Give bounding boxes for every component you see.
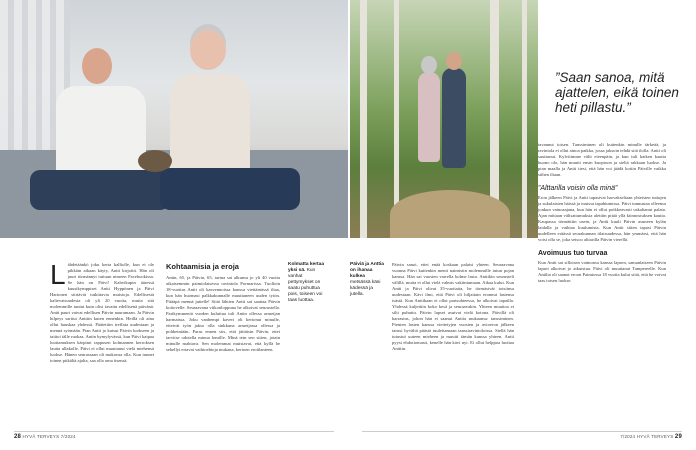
pull-quote: ”Saan sanoa, mitä ajattelen, eikä toinen heti pillastu.” xyxy=(555,70,679,115)
photo-caption-left xyxy=(288,262,328,304)
drop-cap: L xyxy=(50,262,66,290)
subheading: ”Alttarilla voisin olla minä” xyxy=(538,185,618,192)
body-column-3 xyxy=(392,262,514,426)
magazine-issue: HYVÄ TERVEYS 7/2024 xyxy=(22,434,76,439)
forest-path xyxy=(390,190,510,238)
caption-lead: Päiviä ja Anttia on ihanaa kulkea xyxy=(350,262,384,279)
folio-right xyxy=(620,434,682,440)
column-text: Antin, 65, ja Päivin, 65, tarina sai alkunsa jo yli 40 vuotta aikaisemmin paimiolaisessa ravintola Pormarissa. Tuolloin 18-vuotias Antti oli kasvennoissa kanssa viettämässä iltaa, kun hän huomasi palkkakunnalle muuttaneen uuden tytön. Pitääpä mennä juttelle! Siitä lähtien Antti sai saattaa Päivin kotiovelle. Seuraavana viikonloppuna he alkoivat seurustella. Parikymmentä vuoden kuluttua tuli Antin ollessa armeijan harmaissa. Joku vanhempi kaveri oli kertonut minulle, etteivät työn jakso olla sinkkuna armeijassa ollessa ja pohkeintään. Paras ennen siis, että jättäisin Päivin, ettei tarvitse odotella minua lomille. Minä tein sen sitten, jotain minulle mahtava. Sen molemmat muistavat, että kyllä he sehellyt eriavat vaihtoehtoja mukana, kertoen erotilanteen. xyxy=(166,275,280,352)
photo-caption-right xyxy=(350,262,386,298)
footer-rule xyxy=(362,431,682,432)
section-heading: Kohtaamisia ja eroja xyxy=(166,262,239,271)
column-text: ähdetäänkö joku kerta kalliolle, kun ei ole pikkiän aikaan käyty, Antti kirjoitti. Hän oli juuri törmännyt tuttuun nimeen Facebookissa. Se hän on Päivi! Kahvikupin ääressä kuusikymppiset Antti Hyppönen ja Päivi Hartonen siirtävät tutkittavia muistoja. Edellisestä kaltevaisuudesta oli yli 20 vuotta, mutta sitä molemmille tuntui kuin olisi tavattu edellisenä päivänä. Antti pauri vaivat edellisen Päivin nauramaan. Ja Päivin hilpeys sarttui Anttiin kuten ennenkin. Heillä oli aina ollut hauskaa yhdessä. Päätettiin treffata uudestaan ja mennä syömään. Pian Antti jo kutsui Päivin luokseen ja taittoi tälle ruokaa. Antin hymylyvässä, kun Päivi kaipaa luottamuksen kärpimi rappusen kolmannen kerroksen lautta ullakolle. Päivi ei ollut muuttanut vielä miehensä luokse. Hänen seurassaan oli mukavaa olla. Kun tunnet toinen pitkältä ajalta, saa olla oma itsensä. xyxy=(50,262,154,363)
woman-head xyxy=(421,56,437,74)
page-number: 29 xyxy=(674,434,682,440)
page-number: 28 xyxy=(14,434,22,440)
folio-left xyxy=(14,434,76,440)
woman-walking xyxy=(418,72,440,162)
footer-rule xyxy=(14,431,334,432)
man-head xyxy=(82,48,112,84)
woman-head xyxy=(190,30,226,70)
woman-legs xyxy=(160,168,300,210)
caption-lead: Kolmatta kertaa yksi sä. xyxy=(288,262,324,273)
man-legs xyxy=(30,170,170,210)
caption-text: metsässä käsi kädessä ja jutella. xyxy=(350,280,381,297)
couple-sofa-photo xyxy=(0,0,348,238)
column-text: tavannut toisen. Tanssiminen oli kuitenkin minulle tärkeää, ja ravintola ei ollut ainoa paikka, jossa jaksoin tehdä sitä ilolla. Antti oli suuttunut. Kylvitimme välit eteenpäin, ja kun tuli kaiken kautta huono olo, hän muutti ensin kuopioon ja sieltä rakkaan luokse. Ja pian maalla ja Antti tiesi, että hän voi jäädä kotiin Päiville vaikka siihen iltaan. xyxy=(538,142,666,177)
column-text: Päivin sanoi, ettei enää koskaan palaisi yhteen. Seuraavana vuonna Päivi kuitenkin menti naimisiin molemmille tutun pojan kanssa. Hän sai vuosien varrella kolme lasta. Anttikin seurusteli välillä, mutta ei ollut vielä valmis vakiintumaan. Aikaa kului. Kun Antti ja Päivi olivat 35-vuotiaita, he törmäsivät toisiinsa uudestaan. Kävi ilmi, että Päivi oli hiljattain eronnut lastensa isästä. Kun Anttikaan ei ollut parisuhteessa, he alkoivat tapailla. Yhdessä kuljettiin koko kesä ja seuraavakin. Yhteen muuttoa ei silti puhuttu. Päivin lapset asuivat vielä kotona. Päivillä oli harrastus, johon hän ei saanut Anttia mukaansa: tanssiminen. Pienten lasten kanssa viettetyjen vuosien ja avioeron jälkeen tanssi hyvältä päästä tuulettamaan tanssiravintoloissa. Siellä hän tutustui uuteen mieheen ja muutti tämän kanssa yhteen. Antti pyysi ehdottomasti, kenelle hän kävi nyt. Ei ollut helppoa luottaa Anttiin. xyxy=(392,262,514,351)
man-walking xyxy=(442,68,466,168)
subheading: Avoimuus tuo turvaa xyxy=(538,250,608,257)
body-column-2 xyxy=(166,262,280,426)
birch-trunk xyxy=(360,0,367,238)
magazine-issue: 7/2024 HYVÄ TERVEYS xyxy=(620,434,674,439)
birch-trunk xyxy=(522,0,527,238)
body-column-4 xyxy=(538,142,666,426)
column-text: Eron jälkeen Päivi ja Antti tapasivat harvakseltaan yhteisten tuttujen ja sukulaisten häissä ja muissa tapahtumissa. Päivi tunnustaa olleensa jonkun vainoaajana, kun hän ei ollut poikkeavasti uskaltanut palata. Ajan mittaan välisattumuksia alettiin pitää yllä kiinnostuksen kautta. Kaupassa törmättiin usein, ja Antti kuuli Päivin asuneen kylän laidalla ja vaihtaa kuulumisia. Kun Antti sitten tapasi Päivin uudelleen eräässä seurakunnan tilaisuudessa, hän ymmärsi, että hän voisi olla se, joka seisoo alttarilla Päivin vierellä. xyxy=(538,195,666,242)
column-text: Kun Antti sai silloisen vaimonsa kanssa lapsen, samanlaiseen Päivin lapset alkoivat jo aikuistua. Päivi oli muuttanut Tampereelle. Kun Antilta oli saanut eroon Paimiossa 18 vuotta kului siitä, että he voivat taas toisen luokse. xyxy=(538,260,666,283)
couple-forest-photo xyxy=(350,0,538,238)
body-column-1 xyxy=(50,262,154,426)
man-head xyxy=(446,52,462,70)
caption-text: Kun vanhat pettymykset on saatu puhuttua pois, toiseen voi taas luottaa. xyxy=(288,268,323,303)
dog xyxy=(138,150,172,172)
